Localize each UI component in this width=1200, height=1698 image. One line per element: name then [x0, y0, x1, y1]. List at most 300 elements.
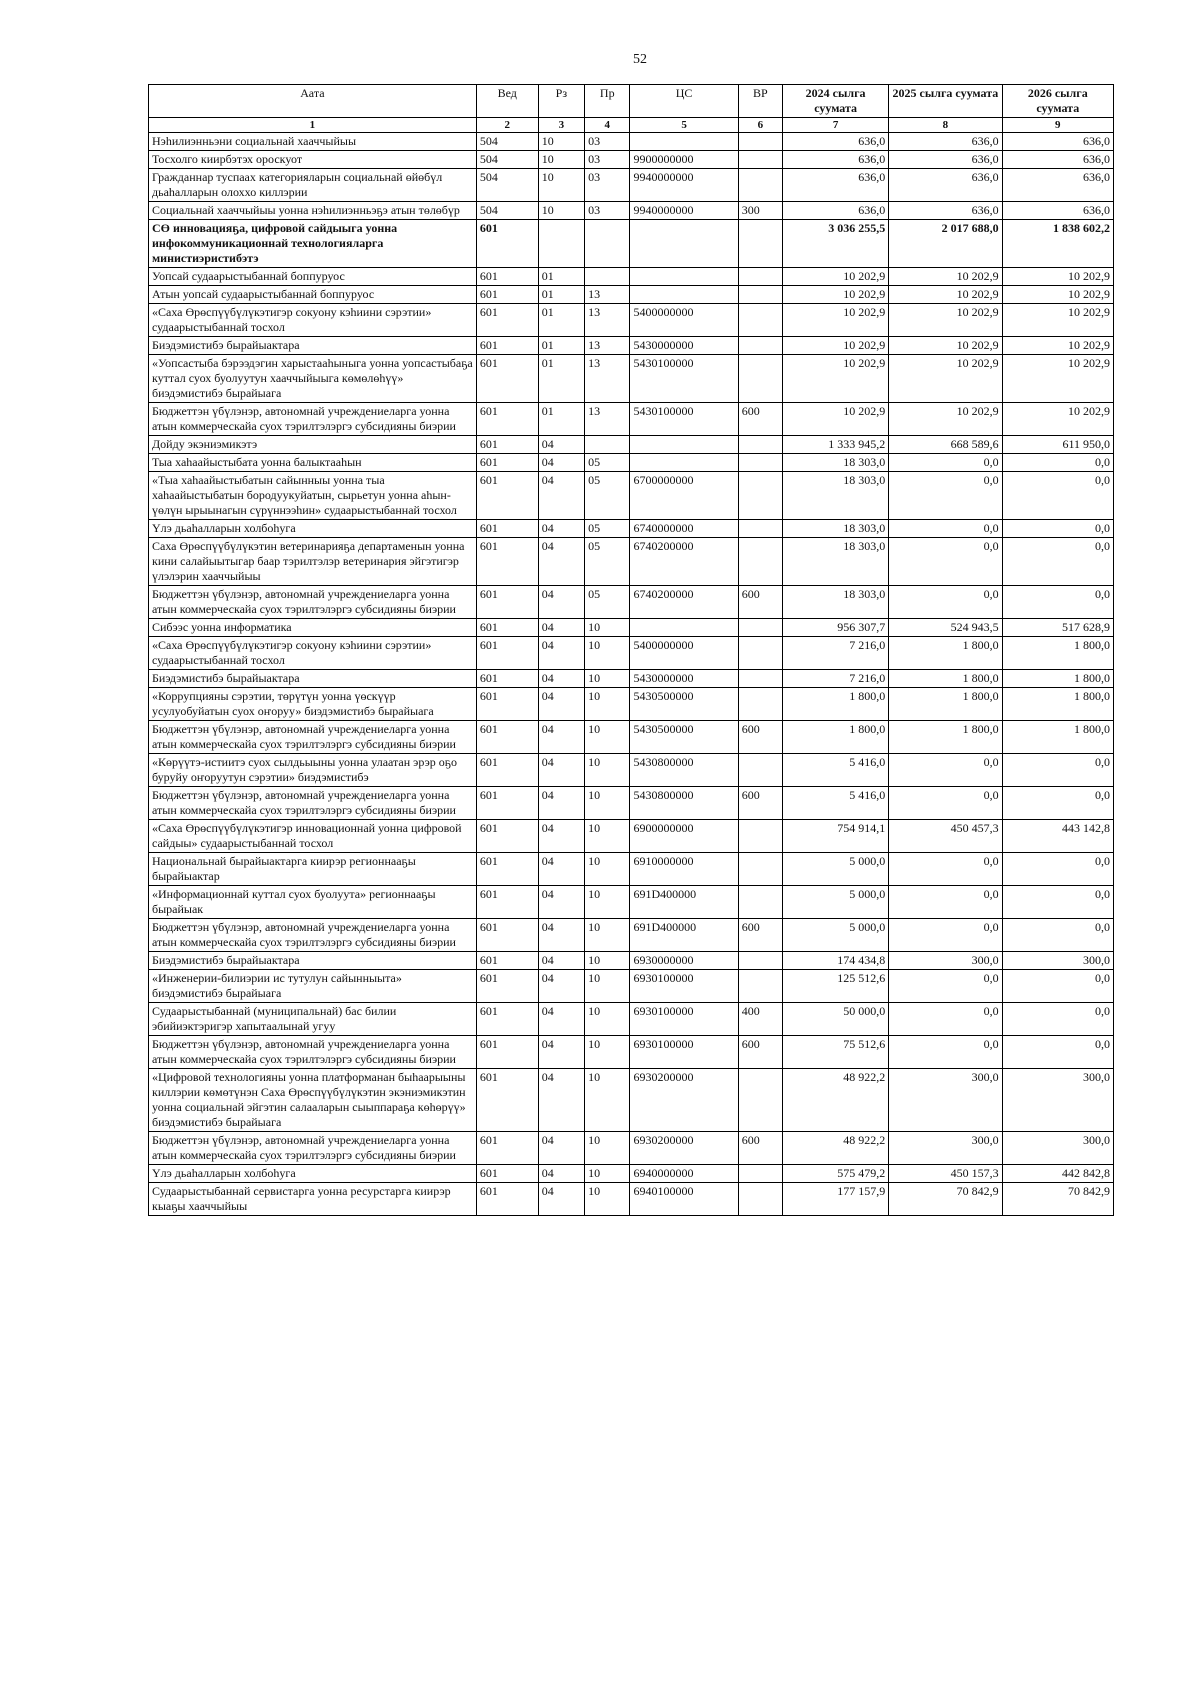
row-ved: 601 [476, 403, 538, 436]
row-rz: 04 [538, 820, 584, 853]
row-name: Гражданнар туспаах категорияларын социальнай өйөбүл дьаһалларын олоххо киллэрии [149, 169, 477, 202]
row-ved: 601 [476, 304, 538, 337]
row-amount-2025: 450 157,3 [889, 1165, 1002, 1183]
row-cs [630, 619, 738, 637]
row-amount-2024: 7 216,0 [783, 637, 889, 670]
row-vr [738, 520, 782, 538]
row-amount-2024: 177 157,9 [783, 1183, 889, 1216]
row-cs: 5430500000 [630, 721, 738, 754]
column-number: 7 [783, 118, 889, 133]
row-amount-2025: 70 842,9 [889, 1183, 1002, 1216]
row-cs: 5430500000 [630, 688, 738, 721]
row-pr [585, 220, 630, 268]
row-name: Бюджеттэн үбүлэнэр, автономнай учреждениеларга уонна атын коммерческайа суох тэрилтэлэргэ субсидияны биэрии [149, 403, 477, 436]
row-amount-2025: 0,0 [889, 520, 1002, 538]
row-amount-2025: 10 202,9 [889, 268, 1002, 286]
row-cs: 6700000000 [630, 472, 738, 520]
table-row [149, 637, 1114, 670]
row-amount-2026: 1 838 602,2 [1002, 220, 1113, 268]
table-row [149, 970, 1114, 1003]
row-name: СӨ инновацияҕа, цифровой сайдыыга уонна инфокоммуникационнай технологияларга министиэристибэтэ [149, 220, 477, 268]
row-vr [738, 538, 782, 586]
row-amount-2025: 0,0 [889, 472, 1002, 520]
row-ved: 601 [476, 919, 538, 952]
row-pr: 03 [585, 151, 630, 169]
row-amount-2024: 636,0 [783, 133, 889, 151]
row-amount-2026: 10 202,9 [1002, 355, 1113, 403]
row-amount-2026: 70 842,9 [1002, 1183, 1113, 1216]
row-cs [630, 436, 738, 454]
row-vr [738, 355, 782, 403]
row-amount-2026: 0,0 [1002, 919, 1113, 952]
row-vr [738, 304, 782, 337]
row-rz: 04 [538, 853, 584, 886]
row-amount-2025: 524 943,5 [889, 619, 1002, 637]
row-pr: 10 [585, 721, 630, 754]
row-vr [738, 688, 782, 721]
row-name: Үлэ дьаһалларын холбоһуга [149, 520, 477, 538]
header-2024: 2024 сылга суумата [783, 85, 889, 118]
table-row [149, 919, 1114, 952]
row-cs: 6940100000 [630, 1183, 738, 1216]
page-number: 52 [633, 52, 647, 67]
header-ved: Вед [476, 85, 538, 118]
row-amount-2025: 0,0 [889, 919, 1002, 952]
table-row [149, 268, 1114, 286]
row-amount-2024: 636,0 [783, 151, 889, 169]
row-vr: 600 [738, 1036, 782, 1069]
row-cs: 6740000000 [630, 520, 738, 538]
row-amount-2026: 10 202,9 [1002, 403, 1113, 436]
row-pr: 10 [585, 1165, 630, 1183]
row-vr [738, 1183, 782, 1216]
row-pr [585, 268, 630, 286]
row-amount-2026: 517 628,9 [1002, 619, 1113, 637]
row-vr [738, 268, 782, 286]
row-ved: 601 [476, 754, 538, 787]
row-pr: 13 [585, 403, 630, 436]
row-name: Дойду экэниэмикэтэ [149, 436, 477, 454]
header-pr: Пр [585, 85, 630, 118]
row-rz: 04 [538, 1069, 584, 1132]
row-amount-2026: 443 142,8 [1002, 820, 1113, 853]
row-ved: 504 [476, 133, 538, 151]
table-row [149, 472, 1114, 520]
row-ved: 601 [476, 853, 538, 886]
row-pr: 13 [585, 355, 630, 403]
row-amount-2025: 0,0 [889, 787, 1002, 820]
row-amount-2024: 18 303,0 [783, 454, 889, 472]
row-rz: 04 [538, 619, 584, 637]
row-rz: 04 [538, 436, 584, 454]
row-amount-2024: 10 202,9 [783, 337, 889, 355]
row-amount-2026: 10 202,9 [1002, 337, 1113, 355]
row-amount-2026: 0,0 [1002, 853, 1113, 886]
row-ved: 601 [476, 970, 538, 1003]
row-amount-2025: 1 800,0 [889, 637, 1002, 670]
row-pr: 10 [585, 754, 630, 787]
row-amount-2025: 10 202,9 [889, 403, 1002, 436]
table-row [149, 721, 1114, 754]
row-vr [738, 886, 782, 919]
table-row [149, 520, 1114, 538]
row-amount-2026: 0,0 [1002, 1003, 1113, 1036]
table-row [149, 820, 1114, 853]
row-cs [630, 268, 738, 286]
row-pr: 03 [585, 202, 630, 220]
row-vr: 600 [738, 586, 782, 619]
row-ved: 601 [476, 1183, 538, 1216]
table-row [149, 754, 1114, 787]
header-row [149, 85, 1114, 118]
row-cs: 6930100000 [630, 1036, 738, 1069]
row-amount-2026: 10 202,9 [1002, 304, 1113, 337]
row-amount-2025: 0,0 [889, 454, 1002, 472]
row-name: «Саха Өрөспүүбүлүкэтигэр инновационнай уонна цифровой сайдыы» судаарыстыбаннай тосхол [149, 820, 477, 853]
row-amount-2025: 0,0 [889, 1036, 1002, 1069]
row-amount-2024: 48 922,2 [783, 1132, 889, 1165]
table-row [149, 853, 1114, 886]
row-cs: 9900000000 [630, 151, 738, 169]
row-ved: 601 [476, 619, 538, 637]
row-cs: 5400000000 [630, 304, 738, 337]
header-2025: 2025 сылга суумата [889, 85, 1002, 118]
row-pr: 10 [585, 1183, 630, 1216]
row-amount-2024: 636,0 [783, 169, 889, 202]
row-cs: 9940000000 [630, 202, 738, 220]
row-rz: 04 [538, 688, 584, 721]
row-amount-2024: 1 800,0 [783, 721, 889, 754]
row-amount-2026: 0,0 [1002, 454, 1113, 472]
row-cs: 5430100000 [630, 403, 738, 436]
row-amount-2024: 10 202,9 [783, 268, 889, 286]
row-amount-2025: 300,0 [889, 1069, 1002, 1132]
row-rz: 10 [538, 202, 584, 220]
row-ved: 601 [476, 820, 538, 853]
row-amount-2025: 1 800,0 [889, 721, 1002, 754]
row-amount-2025: 668 589,6 [889, 436, 1002, 454]
row-name: Бюджеттэн үбүлэнэр, автономнай учреждениеларга уонна атын коммерческайа суох тэрилтэлэргэ субсидияны биэрии [149, 1132, 477, 1165]
row-rz: 04 [538, 787, 584, 820]
row-amount-2024: 18 303,0 [783, 538, 889, 586]
row-rz: 01 [538, 337, 584, 355]
row-cs: 6930200000 [630, 1069, 738, 1132]
row-amount-2024: 5 000,0 [783, 853, 889, 886]
row-amount-2025: 450 457,3 [889, 820, 1002, 853]
row-name: Тыа хаһаайыстыбата уонна балыктааһын [149, 454, 477, 472]
row-amount-2024: 50 000,0 [783, 1003, 889, 1036]
row-vr: 600 [738, 721, 782, 754]
row-amount-2024: 75 512,6 [783, 1036, 889, 1069]
row-amount-2024: 5 416,0 [783, 754, 889, 787]
row-amount-2026: 636,0 [1002, 169, 1113, 202]
row-rz: 04 [538, 952, 584, 970]
row-pr: 10 [585, 619, 630, 637]
row-vr [738, 637, 782, 670]
row-amount-2024: 5 000,0 [783, 919, 889, 952]
header-name: Аата [149, 85, 477, 118]
table-row [149, 1036, 1114, 1069]
row-cs: 6930000000 [630, 952, 738, 970]
row-amount-2026: 0,0 [1002, 1036, 1113, 1069]
row-vr [738, 1069, 782, 1132]
header-2026: 2026 сылга суумата [1002, 85, 1113, 118]
row-ved: 601 [476, 220, 538, 268]
row-amount-2024: 18 303,0 [783, 586, 889, 619]
table-row [149, 304, 1114, 337]
row-ved: 601 [476, 637, 538, 670]
row-vr: 600 [738, 919, 782, 952]
row-amount-2025: 636,0 [889, 202, 1002, 220]
row-name: «Тыа хаһаайыстыбатын сайынныы уонна тыа хаһаайыстыбатын бородуукуйатын, сырьетун уонна аһын-үөлүн ырыынагын сүрүннээһин» судаарыстыбаннай тосхол [149, 472, 477, 520]
row-amount-2026: 10 202,9 [1002, 268, 1113, 286]
table-row [149, 688, 1114, 721]
row-name: Нэһилиэнньэни социальнай хааччыйыы [149, 133, 477, 151]
table-row [149, 355, 1114, 403]
row-ved: 601 [476, 688, 538, 721]
row-amount-2024: 10 202,9 [783, 403, 889, 436]
row-ved: 601 [476, 286, 538, 304]
row-rz: 04 [538, 1183, 584, 1216]
row-vr: 400 [738, 1003, 782, 1036]
row-rz [538, 220, 584, 268]
row-vr: 600 [738, 787, 782, 820]
row-cs: 5430800000 [630, 787, 738, 820]
row-amount-2024: 754 914,1 [783, 820, 889, 853]
table-row [149, 169, 1114, 202]
row-pr: 10 [585, 1003, 630, 1036]
column-number-row [149, 118, 1114, 133]
row-cs: 5430000000 [630, 337, 738, 355]
table-row [149, 403, 1114, 436]
row-ved: 601 [476, 1036, 538, 1069]
row-pr: 05 [585, 454, 630, 472]
table-row [149, 886, 1114, 919]
row-pr: 10 [585, 1036, 630, 1069]
row-amount-2025: 636,0 [889, 151, 1002, 169]
row-rz: 10 [538, 169, 584, 202]
row-amount-2024: 5 000,0 [783, 886, 889, 919]
row-pr: 13 [585, 304, 630, 337]
row-amount-2026: 0,0 [1002, 970, 1113, 1003]
row-amount-2025: 10 202,9 [889, 355, 1002, 403]
header-vr: ВР [738, 85, 782, 118]
row-pr: 05 [585, 586, 630, 619]
row-name: Судаарыстыбаннай сервистарга уонна ресурстарга киирэр кыаҕы хааччыйыы [149, 1183, 477, 1216]
row-rz: 04 [538, 970, 584, 1003]
row-rz: 04 [538, 520, 584, 538]
row-name: «Цифровой технологияны уонна платформанан быһаарыыны киллэрии көмөтүнэн Саха Өрөспүүбүлүкэтин экэниэмикэтин уонна социальнай эйгэтин салааларын сыыппараҕа көһөрүү» биэдэмистибэ бырайыага [149, 1069, 477, 1132]
row-pr: 10 [585, 970, 630, 1003]
row-name: «Көрүүтэ-истиитэ суох сылдьыыны уонна улаатан эрэр оҕо буруйу оҥоруутун сэрэтии» биэдэмистибэ [149, 754, 477, 787]
row-pr: 13 [585, 337, 630, 355]
row-vr [738, 286, 782, 304]
row-rz: 04 [538, 472, 584, 520]
row-ved: 601 [476, 1165, 538, 1183]
row-vr: 600 [738, 1132, 782, 1165]
row-name: Атын уопсай судаарыстыбаннай боппуруос [149, 286, 477, 304]
row-amount-2026: 1 800,0 [1002, 670, 1113, 688]
row-amount-2025: 300,0 [889, 1132, 1002, 1165]
row-ved: 601 [476, 538, 538, 586]
row-amount-2025: 0,0 [889, 853, 1002, 886]
row-amount-2026: 300,0 [1002, 952, 1113, 970]
row-pr: 10 [585, 637, 630, 670]
row-rz: 10 [538, 133, 584, 151]
row-cs: 5430000000 [630, 670, 738, 688]
row-ved: 601 [476, 586, 538, 619]
row-pr: 05 [585, 472, 630, 520]
row-amount-2026: 636,0 [1002, 202, 1113, 220]
row-cs: 691D400000 [630, 919, 738, 952]
row-amount-2024: 3 036 255,5 [783, 220, 889, 268]
row-cs [630, 454, 738, 472]
row-amount-2026: 636,0 [1002, 151, 1113, 169]
row-rz: 04 [538, 1003, 584, 1036]
row-rz: 10 [538, 151, 584, 169]
budget-table [148, 84, 1114, 1216]
row-cs: 6930200000 [630, 1132, 738, 1165]
row-vr [738, 952, 782, 970]
row-rz: 01 [538, 286, 584, 304]
table-row [149, 1183, 1114, 1216]
table-row [149, 151, 1114, 169]
row-ved: 601 [476, 454, 538, 472]
row-pr: 05 [585, 538, 630, 586]
row-name: Бюджеттэн үбүлэнэр, автономнай учреждениеларга уонна атын коммерческайа суох тэрилтэлэргэ субсидияны биэрии [149, 1036, 477, 1069]
table-row [149, 538, 1114, 586]
row-rz: 04 [538, 670, 584, 688]
row-vr [738, 472, 782, 520]
row-rz: 04 [538, 1036, 584, 1069]
row-name: Сибээс уонна информатика [149, 619, 477, 637]
row-amount-2025: 10 202,9 [889, 286, 1002, 304]
row-vr [738, 754, 782, 787]
row-name: «Инженерии-билиэрии ис тутулун сайынныыта» биэдэмистибэ бырайыага [149, 970, 477, 1003]
row-rz: 04 [538, 886, 584, 919]
column-number: 2 [476, 118, 538, 133]
table-row [149, 670, 1114, 688]
row-vr [738, 436, 782, 454]
row-amount-2025: 1 800,0 [889, 670, 1002, 688]
row-amount-2025: 0,0 [889, 970, 1002, 1003]
row-ved: 601 [476, 520, 538, 538]
table-row [149, 454, 1114, 472]
row-ved: 601 [476, 721, 538, 754]
row-amount-2024: 575 479,2 [783, 1165, 889, 1183]
row-ved: 601 [476, 472, 538, 520]
row-amount-2024: 174 434,8 [783, 952, 889, 970]
row-rz: 04 [538, 1165, 584, 1183]
table-row [149, 586, 1114, 619]
row-ved: 601 [476, 1069, 538, 1132]
row-amount-2024: 1 800,0 [783, 688, 889, 721]
row-ved: 504 [476, 202, 538, 220]
row-vr [738, 337, 782, 355]
row-amount-2025: 300,0 [889, 952, 1002, 970]
row-vr [738, 151, 782, 169]
row-amount-2026: 0,0 [1002, 520, 1113, 538]
row-amount-2024: 636,0 [783, 202, 889, 220]
row-ved: 601 [476, 670, 538, 688]
row-cs: 9940000000 [630, 169, 738, 202]
row-amount-2026: 300,0 [1002, 1132, 1113, 1165]
row-name: Бюджеттэн үбүлэнэр, автономнай учреждениеларга уонна атын коммерческайа суох тэрилтэлэргэ субсидияны биэрии [149, 586, 477, 619]
row-name: «Информационнай куттал суох буолуута» регионнааҕы бырайыак [149, 886, 477, 919]
row-amount-2026: 1 800,0 [1002, 721, 1113, 754]
column-number: 9 [1002, 118, 1113, 133]
row-amount-2025: 0,0 [889, 754, 1002, 787]
row-amount-2024: 7 216,0 [783, 670, 889, 688]
row-name: «Коррупцияны сэрэтии, төрүтүн уонна үөскүүр усулуобуйатын суох оҥоруу» биэдэмистибэ бырайыага [149, 688, 477, 721]
row-amount-2025: 636,0 [889, 133, 1002, 151]
table-row [149, 1165, 1114, 1183]
row-vr [738, 970, 782, 1003]
row-cs [630, 286, 738, 304]
row-name: Бюджеттэн үбүлэнэр, автономнай учреждениеларга уонна атын коммерческайа суох тэрилтэлэргэ субсидияны биэрии [149, 787, 477, 820]
row-cs: 5400000000 [630, 637, 738, 670]
table-row [149, 202, 1114, 220]
row-ved: 601 [476, 952, 538, 970]
row-amount-2026: 1 800,0 [1002, 688, 1113, 721]
row-rz: 01 [538, 304, 584, 337]
row-vr [738, 220, 782, 268]
row-amount-2024: 5 416,0 [783, 787, 889, 820]
row-rz: 01 [538, 355, 584, 403]
row-pr: 10 [585, 919, 630, 952]
row-name: Саха Өрөспүүбүлүкэтин ветеринарияҕа департаменын уонна кини салайыытыгар баар тэрилтэлэр ветеринария эйгэтигэр үлэлэрин хааччыйыы [149, 538, 477, 586]
row-vr [738, 820, 782, 853]
row-amount-2026: 1 800,0 [1002, 637, 1113, 670]
column-number: 3 [538, 118, 584, 133]
row-amount-2024: 125 512,6 [783, 970, 889, 1003]
row-name: Бюджеттэн үбүлэнэр, автономнай учреждениеларга уонна атын коммерческайа суох тэрилтэлэргэ субсидияны биэрии [149, 721, 477, 754]
row-vr: 600 [738, 403, 782, 436]
row-amount-2025: 0,0 [889, 1003, 1002, 1036]
row-pr: 13 [585, 286, 630, 304]
row-cs: 6930100000 [630, 970, 738, 1003]
row-pr: 10 [585, 952, 630, 970]
row-amount-2025: 1 800,0 [889, 688, 1002, 721]
row-name: Уопсай судаарыстыбаннай боппуруос [149, 268, 477, 286]
row-pr: 10 [585, 886, 630, 919]
row-amount-2024: 10 202,9 [783, 286, 889, 304]
row-amount-2026: 0,0 [1002, 586, 1113, 619]
row-amount-2024: 18 303,0 [783, 520, 889, 538]
row-vr [738, 454, 782, 472]
row-cs [630, 133, 738, 151]
row-ved: 601 [476, 787, 538, 820]
column-number: 5 [630, 118, 738, 133]
row-cs [630, 220, 738, 268]
row-amount-2025: 10 202,9 [889, 337, 1002, 355]
row-cs: 6740200000 [630, 538, 738, 586]
table-row [149, 286, 1114, 304]
row-amount-2025: 10 202,9 [889, 304, 1002, 337]
row-amount-2026: 636,0 [1002, 133, 1113, 151]
row-amount-2025: 2 017 688,0 [889, 220, 1002, 268]
row-cs: 5430800000 [630, 754, 738, 787]
header-rz: Рз [538, 85, 584, 118]
row-ved: 601 [476, 355, 538, 403]
row-vr [738, 1165, 782, 1183]
row-pr: 10 [585, 688, 630, 721]
table-row [149, 337, 1114, 355]
row-ved: 601 [476, 1003, 538, 1036]
row-pr: 03 [585, 169, 630, 202]
row-ved: 504 [476, 169, 538, 202]
row-name: Бюджеттэн үбүлэнэр, автономнай учреждениеларга уонна атын коммерческайа суох тэрилтэлэргэ субсидияны биэрии [149, 919, 477, 952]
